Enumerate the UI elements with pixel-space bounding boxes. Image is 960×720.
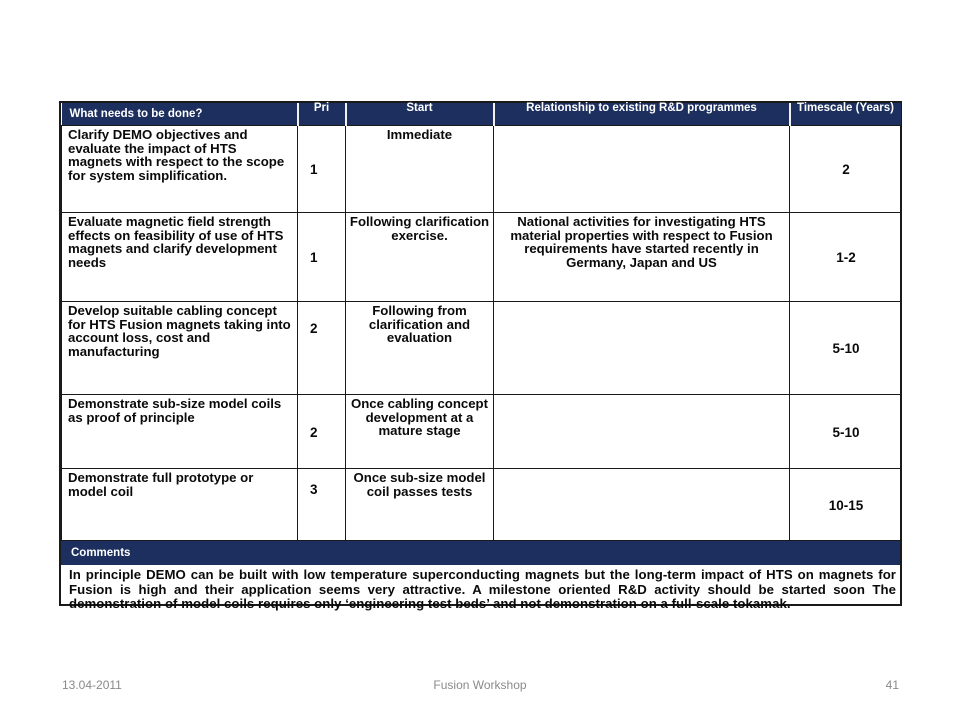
cell-need: Clarify DEMO objectives and evaluate the impact of HTS magnets with respect to the scope for system simplification. (62, 126, 298, 213)
cell-start: Once cabling concept development at a mature stage (346, 395, 494, 469)
cell-relationship (494, 395, 790, 469)
comments-text: In principle DEMO can be built with low temperature superconducting magnets but the long-term impact of HTS on magnets for Fusion is high and their application seems very attractive. A milestone oriented R&D activity should be started soon The demonstration of model coils requires only ‘engineering test beds’ and not demonstration on a full-scale tokamak. (69, 567, 896, 612)
cell-need: Evaluate magnetic field strength effects on feasibility of use of HTS magnets and clarify development needs (62, 213, 298, 302)
table-row (62, 302, 901, 395)
table-row (62, 213, 901, 302)
table-header-row (62, 103, 901, 126)
rd-table-image (59, 101, 902, 612)
cell-timescale: 5-10 (790, 395, 901, 469)
cell-priority: 1 (298, 126, 346, 213)
cell-start: Immediate (346, 126, 494, 213)
cell-relationship (494, 302, 790, 395)
cell-priority: 3 (298, 469, 346, 541)
header-relationship: Relationship to existing R&D programmes (494, 103, 790, 126)
cell-priority: 2 (298, 395, 346, 469)
cell-need: Demonstrate sub-size model coils as proof of principle (62, 395, 298, 469)
cell-relationship (494, 469, 790, 541)
cell-relationship: National activities for investigating HTS material properties with respect to Fusion requirements have started recently in Germany, Japan and US (494, 213, 790, 302)
rd-table (61, 103, 901, 541)
cell-timescale: 1-2 (790, 213, 901, 302)
comments-header: Comments (61, 541, 900, 565)
cell-priority: 2 (298, 302, 346, 395)
table-row (62, 126, 901, 213)
header-priority: Pri (298, 103, 346, 126)
footer-title: Fusion Workshop (433, 678, 527, 692)
footer-page-number: 41 (885, 678, 899, 692)
footer-date: 13.04-2011 (62, 678, 122, 692)
header-need: What needs to be done? (62, 103, 298, 126)
header-timescale: Timescale (Years) (790, 103, 901, 126)
table-row (62, 469, 901, 541)
cell-timescale: 2 (790, 126, 901, 213)
cell-need: Demonstrate full prototype or model coil (62, 469, 298, 541)
header-start: Start (346, 103, 494, 126)
cell-start: Following from clarification and evaluation (346, 302, 494, 395)
table-row (62, 395, 901, 469)
cell-start: Once sub-size model coil passes tests (346, 469, 494, 541)
cell-start: Following clarification exercise. (346, 213, 494, 302)
cell-timescale: 10-15 (790, 469, 901, 541)
cell-priority: 1 (298, 213, 346, 302)
cell-relationship (494, 126, 790, 213)
cell-need: Develop suitable cabling concept for HTS Fusion magnets taking into account loss, cost and manufacturing (62, 302, 298, 395)
cell-timescale: 5-10 (790, 302, 901, 395)
